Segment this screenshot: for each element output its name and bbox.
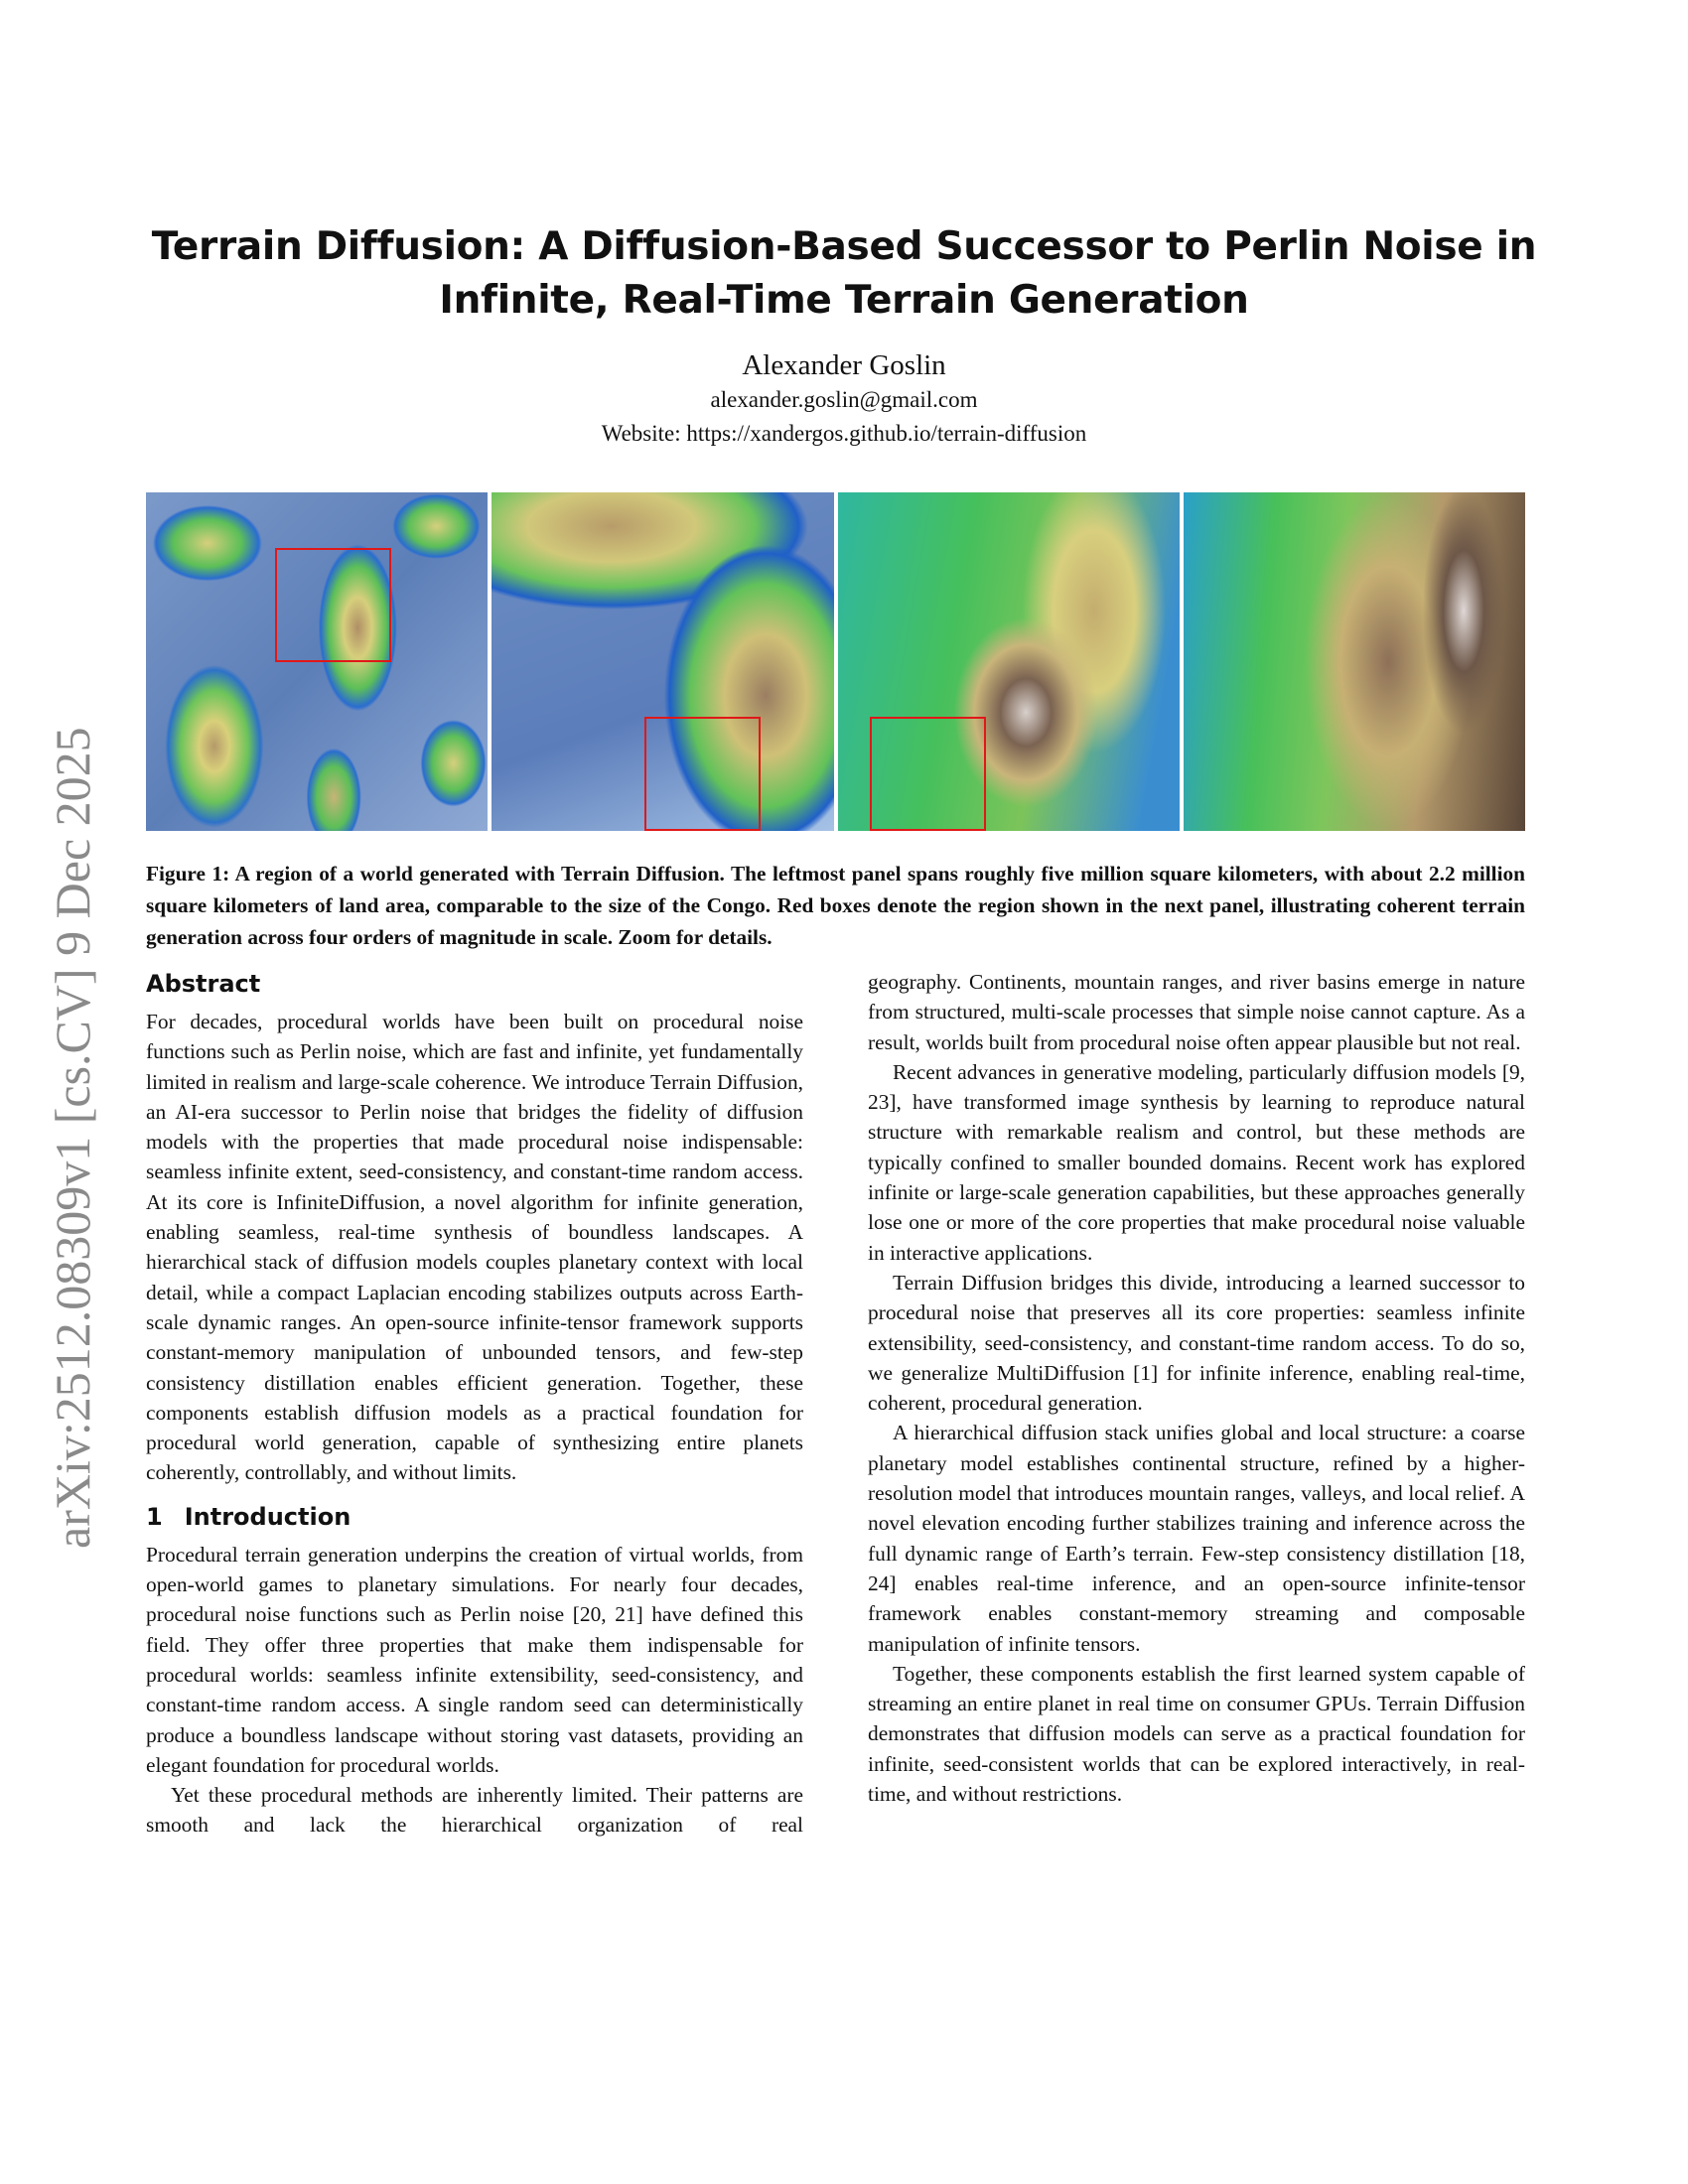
figure-panel-continental [146,492,488,831]
author-email: alexander.goslin@gmail.com [710,387,978,412]
red-box [275,548,391,662]
figure-panel-regional [492,492,833,831]
figure-1 [146,492,1525,831]
paragraph: geography. Continents, mountain ranges, and river basins emerge in nature from structured, multi-scale processes that simple noise cannot capture. As a result, worlds built from procedural noise often appear plausible but not real. [868,970,1525,1054]
paragraph: Procedural terrain generation underpins the creation of virtual worlds, from open-world games to planetary simulations. For nearly four decades, procedural noise functions such as Perlin noise [20, 21] have defined this field. They offer three properties that make them indispensable for procedural worlds: seamless infinite extensibility, seed-consistency, and constant-time random access. A single random seed can deterministically produce a boundless landscape without storing vast datasets, providing an elegant foundation for procedural worlds. [146,1542,803,1777]
arxiv-sidebar-stamp: arXiv:2512.08309v1 [cs.CV] 9 Dec 2025 [45,727,100,1549]
paragraph: A hierarchical diffusion stack unifies global and local structure: a coarse planetary model establishes continental structure, refined by a higher-resolution model that introduces mountain ranges, valleys, and local relief. A novel elevation encoding further stabilizes training and inference across the full dynamic range of Earth’s terrain. Few-step consistency distillation [18, 24] enables real-time inference, and an open-source infinite-tensor framework enables constant-memory streaming and composable manipulation of infinite tensors. [868,1421,1525,1656]
paragraph: Recent advances in generative modeling, particularly diffusion models [9, 23], have transformed image synthesis by learning to reproduce natural structure with remarkable realism and control, but these methods are typically confined to smaller bounded domains. Recent work has explored infinite or large-scale generation capabilities, but these approaches generally lose one or more of the core properties that make procedural noise valuable in interactive applications. [868,1059,1525,1265]
abstract-heading: Abstract [146,970,261,998]
figure-panel-local [838,492,1180,831]
red-box [870,717,986,831]
red-box [644,717,761,831]
paper-title: Terrain Diffusion: A Diffusion-Based Successor to Perlin Noise in Infinite, Real-Time Terrain Generation [151,224,1537,323]
figure-panel-detail [1184,492,1525,831]
introduction-heading [146,1500,803,1534]
figure-caption: Figure 1: A region of a world generated with Terrain Diffusion. The leftmost panel spans roughly five million square kilometers, with about 2.2 million square kilometers of land area, comparable to the size of the Congo. Red boxes denote the region shown in the next panel, illustrating coherent terrain generation across four orders of magnitude in scale. Zoom for details. [146,862,1525,949]
paragraph: Terrain Diffusion bridges this divide, introducing a learned successor to procedural noise that preserves all its core properties: seamless infinite extensibility, seed-consistency, and constant-time random access. To do so, we generalize MultiDiffusion [1] for infinite inference, enabling real-time, coherent, procedural generation. [868,1270,1525,1416]
section-number: 1 [146,1502,163,1531]
paragraph: Yet these procedural methods are inherently limited. Their patterns are smooth and lack the hierarchical organization of real [146,1783,803,1838]
right-column [868,967,1525,1809]
author-name: Alexander Goslin [742,349,946,381]
paragraph: Together, these components establish the first learned system capable of streaming an entire planet in real time on consumer GPUs. Terrain Diffusion demonstrates that diffusion models can serve as a practical foundation for infinite, seed-consistent worlds that can be explored interactively, in real-time, and without restrictions. [868,1661,1525,1807]
author-website: Website: https://xandergos.github.io/terrain-diffusion [601,421,1087,446]
section-title: Introduction [184,1502,352,1531]
left-column [146,967,803,1841]
abstract-text: For decades, procedural worlds have been built on procedural noise functions such as Perlin noise, which are fast and infinite, yet fundamentally limited in realism and large-scale coherence. We introduce Terrain Diffusion, an AI-era successor to Perlin noise that bridges the fidelity of diffusion models with the properties that made procedural noise indispensable: seamless infinite extent, seed-consistency, and constant-time random access. At its core is InfiniteDiffusion, a novel algorithm for infinite generation, enabling seamless, real-time synthesis of boundless landscapes. A hierarchical stack of diffusion models couples planetary context with local detail, while a compact Laplacian encoding stabilizes outputs across Earth-scale dynamic ranges. An open-source infinite-tensor framework supports constant-memory manipulation of unbounded tensors, and few-step consistency distillation enables efficient generation. Together, these components establish diffusion models as a practical foundation for procedural world generation, capable of synthesizing entire planets coherently, controllably, and without limits. [146,1010,803,1485]
